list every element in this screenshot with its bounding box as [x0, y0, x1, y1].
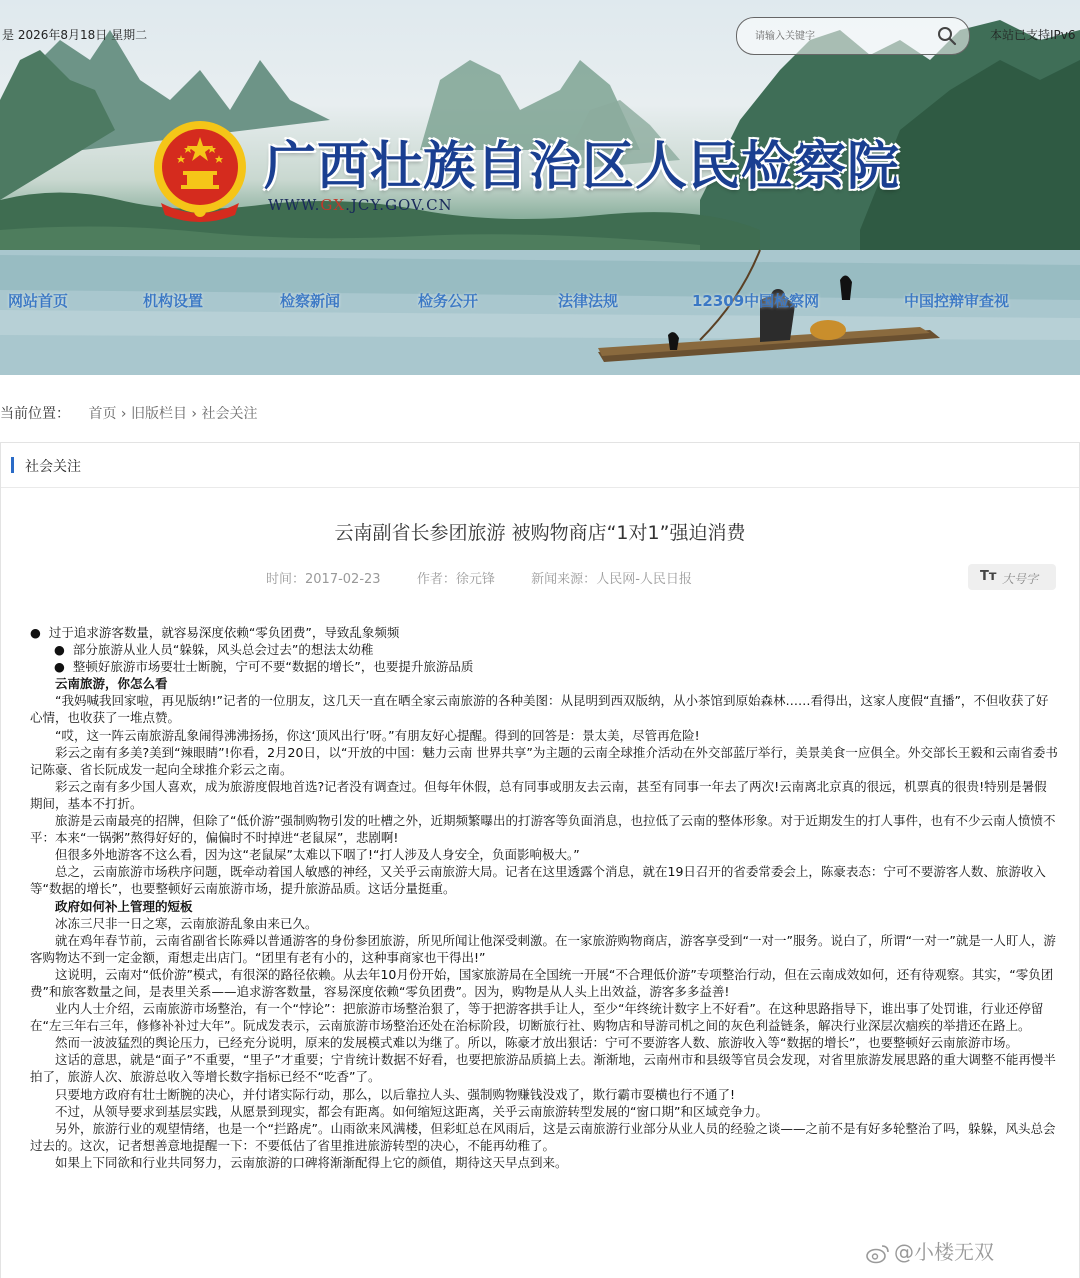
paragraph: 但很多外地游客不这么看，因为这“老鼠屎”太难以下咽了!“打人涉及人身安全，负面影响极大。”: [55, 847, 580, 863]
summary-bullet: ● 过于追求游客数量，就容易深度依赖“零负团费”，导致乱象频频: [30, 625, 400, 640]
bullet-dot-icon: ●: [54, 642, 65, 658]
section-accent-bar: [11, 457, 14, 473]
time-label: 时间：: [266, 572, 306, 587]
article-time: 2017-02-23: [305, 572, 381, 587]
article-source: 人民网-人民日报: [596, 572, 692, 587]
ipv6-notice: 本站已支持IPv6: [990, 28, 1076, 42]
summary-bullet: ● 整顿好旅游市场要壮士断腕，宁可不要“数据的增长”，也要提升旅游品质: [54, 659, 474, 675]
font-size-label: 大号字: [1002, 572, 1039, 586]
breadcrumb-home[interactable]: 首页: [88, 406, 117, 422]
paragraph: 彩云之南有多少国人喜欢，成为旅游度假地首选?记者没有调查过。但每年休假，总有同事或朋友去云南，甚至有同事一年去了两次!云南离北京真的很远，机票真的很贵!特别是暑假期间，基本不打折。: [30, 778, 1047, 811]
article-author: 徐元锋: [455, 572, 495, 587]
watermark-text: @小楼无双: [894, 1240, 994, 1264]
breadcrumb: [0, 403, 257, 423]
summary-bullet: ● 部分旅游从业人员“躲躲，风头总会过去”的想法太幼稚: [54, 642, 374, 658]
paragraph: 彩云之南有多美?美到“辣眼睛”!你看，2月20日，以“开放的中国：魅力云南 世界共享”为主题的云南全球推介活动在外交部蓝厅举行，美景美食一应俱全。外交部长王毅和云南省委书记陈豪、省长阮成发一起向全球推介彩云之南。: [30, 744, 1058, 777]
search-icon[interactable]: [937, 26, 957, 46]
paragraph: 冰冻三尺非一日之寒，云南旅游乱象由来已久。: [55, 915, 318, 931]
nav-organization[interactable]: 机构设置: [143, 292, 204, 310]
paragraph: “我妈喊我回家啦，再见版纳!”记者的一位朋友，这几天一直在晒全家云南旅游的各种美图：从昆明到西双版纳，从小茶馆到原始森林……看得出，这家人度假“直播”，不但收获了好心情，也收获了一堆点赞。: [30, 693, 1049, 726]
nav-home[interactable]: 网站首页: [8, 292, 69, 310]
paragraph: 业内人士介绍，云南旅游市场整治，有一个“悖论”：把旅游市场整治狠了，等于把游客拱手让人，至少“年终统计数字上不好看”。在这种思路指导下，谁出事了处罚谁，行业还停留在“左三年右三年，修修补补过大年”。阮成发表示，云南旅游市场整治还处在治标阶段，切断旅行社、购物店和导游司机之间的灰色利益链条，解决行业深层次痼疾的举措还在路上。: [30, 1001, 1044, 1034]
main-nav: [0, 290, 1080, 314]
font-size-button[interactable]: [968, 564, 1056, 590]
site-url[interactable]: [268, 196, 453, 214]
paragraph: 然而一波波猛烈的舆论压力，已经充分说明，原来的发展模式难以为继了。所以，陈豪才放出狠话：宁可不要游客人数、旅游收入等“数据的增长”，也要整顿好云南旅游市场。: [55, 1035, 1018, 1051]
paragraph: 只要地方政府有壮士断腕的决心，并付诸实际行动，那么，以后靠拉人头、强制购物赚钱没戏了，欺行霸市耍横也行不通了!: [55, 1086, 736, 1102]
site-url-suffix: .JCY.GOV.CN: [345, 196, 453, 214]
section-header: [1, 443, 1079, 488]
paragraph: 如果上下同欲和行业共同努力，云南旅游的口碑将渐渐配得上它的颜值，期待这天早点到来。: [55, 1154, 568, 1170]
paragraph: 总之，云南旅游市场秩序问题，既牵动着国人敏感的神经，又关乎云南旅游大局。记者在这里透露个消息，就在19日召开的省委常委会上，陈豪表态：宁可不要游客人数、旅游收入等“数据的增长”，也要整顿好云南旅游市场，提升旅游品质。这话分量挺重。: [30, 864, 1046, 897]
site-url-highlight: GX: [320, 196, 346, 214]
nav-affairs[interactable]: 检务公开: [418, 292, 479, 310]
section-label: 社会关注: [25, 459, 81, 475]
site-url-prefix: WWW.: [268, 196, 321, 214]
author-label: 作者：: [416, 572, 456, 587]
site-banner: [0, 0, 1080, 375]
paragraph: 另外，旅游行业的观望情绪，也是一个“拦路虎”。山雨欲来风满楼，但彩虹总在风雨后，这是云南旅游行业部分从业人员的经验之谈——之前不是有好多轮整治了吗，躲躲，风头总会过去的。这次，记者想善意地提醒一下：不要低估了省里推进旅游转型的决心，不能再幼稚了。: [30, 1120, 1056, 1153]
paragraph: 就在鸡年春节前，云南省副省长陈舜以普通游客的身份参团旅游，所见所闻让他深受刺激。在一家旅游购物商店，游客享受到“一对一”服务。说白了，所谓“一对一”就是一人盯人，游客购物达不到一定金额，甭想走出店门。“团里有老有小的，这种事商家也干得出!”: [30, 932, 1056, 965]
bullet-dot-icon: ●: [30, 625, 41, 640]
breadcrumb-label: 当前位置：: [0, 406, 70, 422]
paragraph: 不过，从领导要求到基层实践，从愿景到现实，都会有距离。如何缩短这距离，关乎云南旅游转型发展的“窗口期”和区域竞争力。: [55, 1103, 768, 1119]
paragraph: “哎，这一阵云南旅游乱象闹得沸沸扬扬，你这‘顶风出行’呀。”有朋友好心提醒。得到的回答是：景太美，尽管再危险!: [55, 727, 700, 743]
site-title: 广西壮族自治区人民检察院: [264, 136, 901, 197]
article-title: 云南副省长参团旅游 被购物商店“1对1”强迫消费: [334, 522, 746, 544]
source-label: 新闻来源：: [531, 572, 597, 587]
font-size-icon: Tт: [980, 569, 997, 584]
nav-news[interactable]: 检察新闻: [280, 292, 341, 310]
nav-12309[interactable]: 12309中国检察网: [692, 292, 820, 310]
breadcrumb-separator: ›: [116, 406, 131, 422]
article-meta: [266, 568, 692, 587]
breadcrumb-social-focus[interactable]: 社会关注: [201, 406, 258, 422]
nav-review[interactable]: 中国控辩审查视: [904, 292, 1010, 310]
watermark: [866, 1236, 994, 1265]
subheading: 云南旅游，你怎么看: [55, 676, 168, 692]
national-emblem-icon: [143, 115, 258, 225]
subheading: 政府如何补上管理的短板: [55, 898, 193, 914]
paragraph: 旅游是云南最亮的招牌，但除了“低价游”强制购物引发的吐槽之外，近期频繁曝出的打游客等负面消息，也拉低了云南的整体形象。对于近期发生的打人事件，也有不少云南人愤愤不平：本来“一锅粥”熬得好好的，偏偏时不时掉进“老鼠屎”，悲剧啊!: [30, 813, 1056, 846]
paragraph: 这话的意思，就是“面子”不重要，“里子”才重要；宁肯统计数据不好看，也要把旅游品质搞上去。渐渐地，云南州市和县级等官员会发现，对省里旅游发展思路的重大调整不能再慢半拍了，旅游人次、旅游总收入等增长数字指标已经不“吃香”了。: [30, 1052, 1056, 1085]
search-input[interactable]: [753, 26, 927, 46]
weibo-icon: [866, 1244, 890, 1264]
paragraph: 这说明，云南对“低价游”模式，有很深的路径依赖。从去年10月份开始，国家旅游局在全国统一开展“不合理低价游”专项整治行动，但在云南成效如何，还有待观察。其实，“零负团费”和旅客数量之间，是表里关系——追求游客数量，容易深度依赖“零负团费”。因为，购物是从人头上出效益，游客多多益善!: [30, 966, 1054, 999]
breadcrumb-separator: ›: [186, 406, 202, 422]
search-box[interactable]: [736, 17, 970, 55]
bullet-dot-icon: ●: [54, 659, 65, 675]
nav-laws[interactable]: 法律法规: [558, 292, 619, 310]
breadcrumb-old-columns[interactable]: 旧版栏目: [130, 406, 187, 422]
article-body: [30, 624, 1058, 1171]
current-date: 是 2026年8月18日 星期二: [2, 28, 148, 42]
